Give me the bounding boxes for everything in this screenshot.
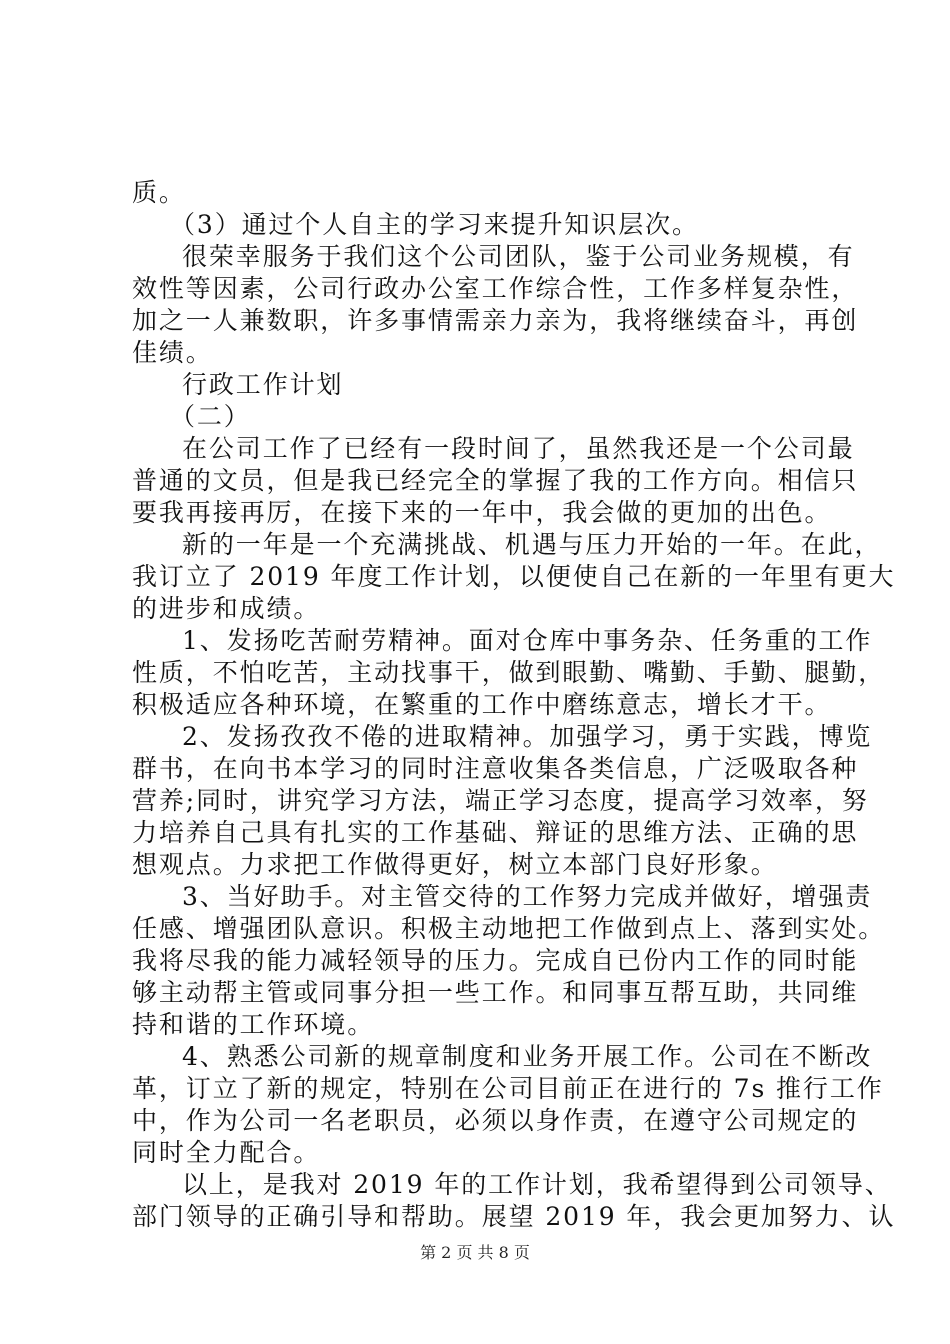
text-line: 新的一年是一个充满挑战、机遇与压力开始的一年。在此， [182,530,882,559]
text-line: 够主动帮主管或同事分担一些工作。和同事互帮互助，共同维 [132,978,859,1007]
text-line: 4、熟悉公司新的规章制度和业务开展工作。公司在不断改 [182,1042,873,1071]
text-line: 中，作为公司一名老职员，必须以身作责，在遵守公司规定的 [132,1106,859,1135]
text-line: （3）通过个人自主的学习来提升知识层次。 [170,210,699,239]
text-line: 部门领导的正确引导和帮助。展望 2019 年，我会更加努力、认 [132,1202,896,1231]
text-line: 群书，在向书本学习的同时注意收集各类信息，广泛吸取各种 [132,754,859,783]
text-line: 持和谐的工作环境。 [132,1010,375,1039]
text-line: 3、当好助手。对主管交待的工作努力完成并做好，增强责 [182,882,873,911]
text-line: 在公司工作了已经有一段时间了，虽然我还是一个公司最 [182,434,855,463]
text-line: 很荣幸服务于我们这个公司团队，鉴于公司业务规模，有 [182,242,855,271]
text-line: 佳绩。 [132,338,213,367]
text-line: 任感、增强团队意识。积极主动地把工作做到点上、落到实处。 [132,914,886,943]
text-line: 的进步和成绩。 [132,594,321,623]
text-line: 我订立了 2019 年度工作计划，以便使自己在新的一年里有更大 [132,562,896,591]
section-number: （二） [170,402,251,431]
text-line: 要我再接再厉，在接下来的一年中，我会做的更加的出色。 [132,498,832,527]
text-line: 普通的文员，但是我已经完全的掌握了我的工作方向。相信只 [132,466,859,495]
text-line: 加之一人兼数职，许多事情需亲力亲为，我将继续奋斗，再创 [132,306,859,335]
text-line: 2、发扬孜孜不倦的进取精神。加强学习，勇于实践，博览 [182,722,873,751]
text-line: 效性等因素，公司行政办公室工作综合性，工作多样复杂性， [132,274,859,303]
text-line: 我将尽我的能力减轻领导的压力。完成自已份内工作的同时能 [132,946,859,975]
text-line: 革，订立了新的规定，特别在公司目前正在进行的 7s 推行工作 [132,1074,884,1103]
text-line: 积极适应各种环境，在繁重的工作中磨练意志，增长才干。 [132,690,832,719]
page-footer: 第 2 页 共 8 页 [420,1243,530,1262]
section-heading: 行政工作计划 [182,370,344,399]
text-line: 想观点。力求把工作做得更好，树立本部门良好形象。 [132,850,778,879]
text-line: 性质，不怕吃苦，主动找事干，做到眼勤、嘴勤、手勤、腿勤， [132,658,886,687]
text-line: 质。 [132,178,186,207]
text-line: 营养;同时，讲究学习方法，端正学习态度，提高学习效率，努 [132,786,869,815]
text-line: 同时全力配合。 [132,1138,321,1167]
text-line: 1、发扬吃苦耐劳精神。面对仓库中事务杂、任务重的工作 [182,626,873,655]
text-line: 以上，是我对 2019 年的工作计划，我希望得到公司领导、 [182,1170,892,1199]
text-line: 力培养自己具有扎实的工作基础、辩证的思维方法、正确的思 [132,818,859,847]
